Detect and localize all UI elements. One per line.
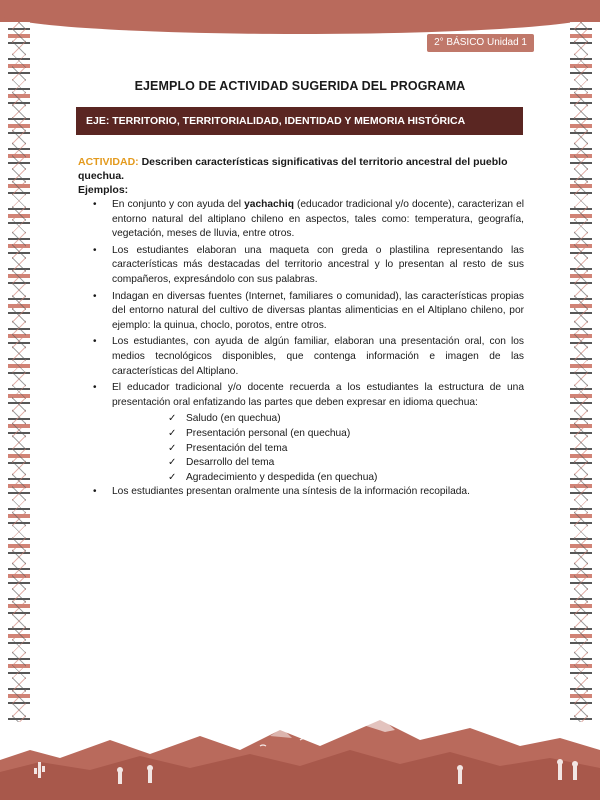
list-item-text: El educador tradicional y/o docente recuerda a los estudiantes la estructura de una presentación oral enfatizando las partes que deben expresar en idioma quechua: [112, 382, 524, 408]
activity-text: Describen características significativas del territorio ancestral del pueblo quechua. [78, 156, 508, 182]
checkmark-icon: ✓ [168, 471, 177, 483]
left-pattern-border [8, 22, 30, 722]
checklist-item [78, 456, 524, 471]
examples-list [78, 198, 524, 502]
list-item-text: (educador tradicional y/o docente), caracterizan el entorno natural del altiplano chileno en aspectos, tales como: temperatura, geografía, vegetación, meses de lluvia, entre otros. [112, 199, 524, 240]
list-item-text: Los estudiantes presentan oralmente una síntesis de la información recopilada. [112, 486, 470, 498]
list-item [78, 335, 524, 379]
bullet-icon: • [93, 382, 97, 394]
list-item [78, 244, 524, 288]
checklist-item [78, 471, 524, 486]
bullet-icon: • [93, 199, 97, 210]
checklist-text: Presentación personal (en quechua) [186, 427, 351, 439]
header-curve [0, 14, 600, 34]
bullet-icon: • [93, 336, 97, 348]
checklist-text: Agradecimiento y despedida (en quechua) [186, 471, 378, 483]
list-item-text: Indagan en diversas fuentes (Internet, familiares o comunidad), las características propias del entorno natural del cultivo de diversas plantas alimenticias en el Altiplano chileno, por ejemplo: la quinua, choclo, porotos, entre otros. [112, 290, 524, 331]
list-item-text: Los estudiantes elaboran una maqueta con greda o plastilina representando las características más destacadas del territorio ancestral y lo presentan al resto de sus compañeros, expresándolo con sus palabras. [112, 244, 524, 285]
unit-tab: 2° BÁSICO Unidad 1 [427, 34, 534, 52]
checklist-text: Saludo (en quechua) [186, 413, 281, 425]
list-item [78, 381, 524, 410]
list-item [78, 290, 524, 334]
checklist-item [78, 412, 524, 427]
checkmark-icon: ✓ [168, 427, 177, 439]
activity-label: ACTIVIDAD: [78, 156, 139, 168]
checklist-item [78, 442, 524, 457]
checklist-text: Presentación del tema [186, 442, 288, 454]
page-title: EJEMPLO DE ACTIVIDAD SUGERIDA DEL PROGRAMA [134, 79, 466, 93]
list-item [78, 198, 524, 242]
list-item [78, 485, 524, 500]
checkmark-icon: ✓ [168, 413, 177, 425]
activity-statement [78, 155, 528, 183]
footer-landscape-illustration [0, 710, 600, 800]
bullet-icon: • [93, 244, 97, 256]
term-yachachiq: yachachiq [244, 199, 294, 210]
right-pattern-border [570, 22, 592, 722]
checklist-item [78, 427, 524, 442]
checkmark-icon: ✓ [168, 442, 177, 454]
checkmark-icon: ✓ [168, 457, 177, 469]
examples-heading: Ejemplos: [78, 184, 129, 196]
checklist [78, 412, 524, 485]
list-item-text: Los estudiantes, con ayuda de algún familiar, elaboran una presentación oral, con los medios tecnológicos disponibles, que contenga información e imagen de las características del Altiplano. [112, 336, 524, 377]
eje-banner: EJE: TERRITORIO, TERRITORIALIDAD, IDENTIDAD Y MEMORIA HISTÓRICA [76, 107, 523, 135]
checklist-text: Desarrollo del tema [186, 457, 275, 469]
bullet-icon: • [93, 486, 97, 498]
bullet-icon: • [93, 290, 97, 302]
list-item-text: En conjunto y con ayuda del [112, 199, 245, 210]
